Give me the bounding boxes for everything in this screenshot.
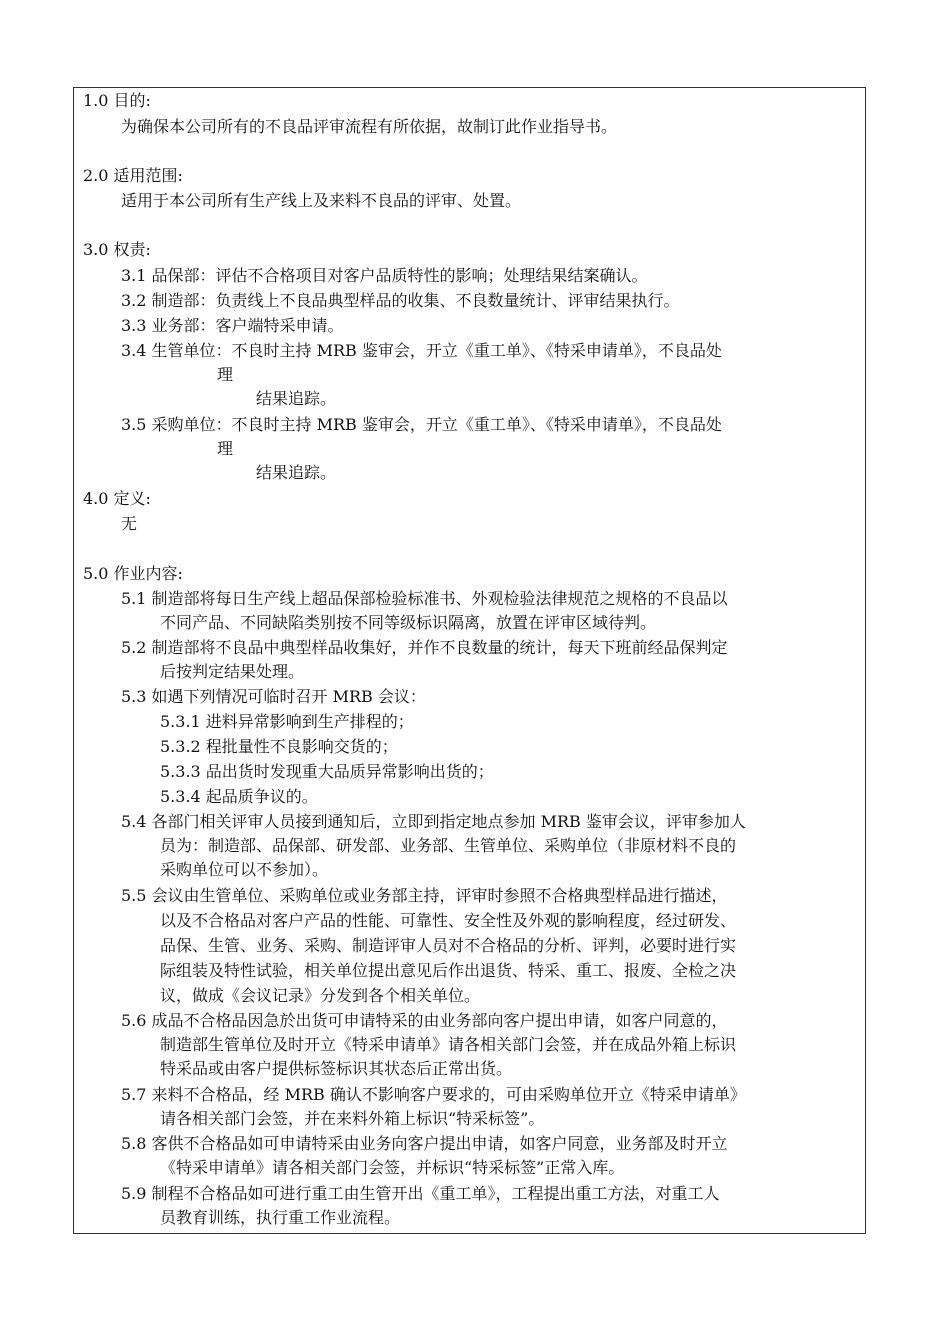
item-5-7-line-2: 请各相关部门会签，并在来料外箱上标识“特采标签”。 xyxy=(160,1109,545,1128)
item-5-3-3: 5.3.3 品出货时发现重大品质异常影响出货的； xyxy=(160,762,494,781)
item-3-5-line-3: 结果追踪。 xyxy=(256,463,337,482)
item-5-8-line-1: 5.8 客供不合格品如可申请特采由业务向客户提出申请，如客户同意，业务部及时开立 xyxy=(121,1134,728,1153)
item-5-6-line-1: 5.6 成品不合格品因急於出货可申请特采的由业务部向客户提出申请，如客户同意的， xyxy=(121,1011,728,1030)
item-5-2-line-1: 5.2 制造部将不良品中典型样品收集好，并作不良数量的统计，每天下班前经品保判定 xyxy=(121,638,728,657)
section-2-heading: 2.0 适用范围: xyxy=(83,166,183,185)
item-3-4-line-1: 3.4 生管单位：不良时主持 MRB 鉴审会，开立《重工单》、《特采申请单》，不良品处 xyxy=(121,341,722,360)
item-5-9-line-2: 员教育训练，执行重工作业流程。 xyxy=(160,1208,401,1227)
item-5-2-line-2: 后按判定结果处理。 xyxy=(160,662,305,681)
item-3-2: 3.2 制造部：负责线上不良品典型样品的收集、不良数量统计、评审结果执行。 xyxy=(121,291,680,310)
section-2-body: 适用于本公司所有生产线上及来料不良品的评审、处置。 xyxy=(121,191,522,210)
item-5-1-line-1: 5.1 制造部将每日生产线上超品保部检验标准书、外观检验法律规范之规格的不良品以 xyxy=(121,589,728,608)
item-3-4-line-3: 结果追踪。 xyxy=(256,389,337,408)
item-5-3-4: 5.3.4 起品质争议的。 xyxy=(160,787,318,806)
item-3-5-line-2: 理 xyxy=(217,439,234,458)
item-5-5-line-5: 议，做成《会议记录》分发到各个相关单位。 xyxy=(160,986,481,1005)
section-1-body: 为确保本公司所有的不良品评审流程有所依据，故制订此作业指导书。 xyxy=(121,117,618,136)
item-5-9-line-1: 5.9 制程不合格品如可进行重工由生管开出《重工单》，工程提出重工方法，对重工人 xyxy=(121,1184,720,1203)
item-5-3-1: 5.3.1 进料异常影响到生产排程的； xyxy=(160,712,414,731)
item-5-3: 5.3 如遇下列情况可临时召开 MRB 会议： xyxy=(121,687,426,706)
section-5-heading: 5.0 作业内容: xyxy=(83,564,183,583)
section-4-heading: 4.0 定义: xyxy=(83,489,151,508)
item-5-6-line-2: 制造部生管单位及时开立《特采申请单》请各相关部门会签，并在成品外箱上标识 xyxy=(160,1035,737,1054)
item-5-5-line-4: 际组装及特性试验，相关单位提出意见后作出退货、特采、重工、报废、全检之决 xyxy=(160,961,737,980)
section-4-body: 无 xyxy=(121,514,138,533)
item-3-5-line-1: 3.5 采购单位：不良时主持 MRB 鉴审会，开立《重工单》、《特采申请单》，不良品处 xyxy=(121,415,722,434)
item-5-5-line-1: 5.5 会议由生管单位、采购单位或业务部主持，评审时参照不合格典型样品进行描述， xyxy=(121,886,728,905)
item-5-7-line-1: 5.7 来料不合格品，经 MRB 确认不影响客户要求的，可由采购单位开立《特采申请单》 xyxy=(121,1085,746,1104)
item-3-1: 3.1 品保部：评估不合格项目对客户品质特性的影响；处理结果结案确认。 xyxy=(121,266,648,285)
item-3-4-line-2: 理 xyxy=(217,365,234,384)
item-5-4-line-1: 5.4 各部门相关评审人员接到通知后，立即到指定地点参加 MRB 鉴审会议，评审参加人 xyxy=(121,812,746,831)
item-5-6-line-3: 特采品或由客户提供标签标识其状态后正常出货。 xyxy=(160,1059,513,1078)
item-5-4-line-2: 员为：制造部、品保部、研发部、业务部、生管单位、采购单位（非原材料不良的 xyxy=(160,836,737,855)
item-5-3-2: 5.3.2 程批量性不良影响交货的； xyxy=(160,737,398,756)
item-5-5-line-3: 品保、生管、业务、采购、制造评审人员对不合格品的分析、评判，必要时进行实 xyxy=(160,936,737,955)
section-1-heading: 1.0 目的: xyxy=(83,91,151,110)
item-5-1-line-2: 不同产品、不同缺陷类别按不同等级标识隔离，放置在评审区域待判。 xyxy=(160,613,657,632)
item-3-3: 3.3 业务部：客户端特采申请。 xyxy=(121,316,344,335)
section-3-heading: 3.0 权责: xyxy=(83,240,151,259)
item-5-5-line-2: 以及不合格品对客户产品的性能、可靠性、安全性及外观的影响程度，经过研发、 xyxy=(160,911,737,930)
item-5-4-line-3: 采购单位可以不参加）。 xyxy=(160,860,329,879)
item-5-8-line-2: 《特采申请单》请各相关部门会签，并标识“特采标签”正常入库。 xyxy=(160,1158,625,1177)
